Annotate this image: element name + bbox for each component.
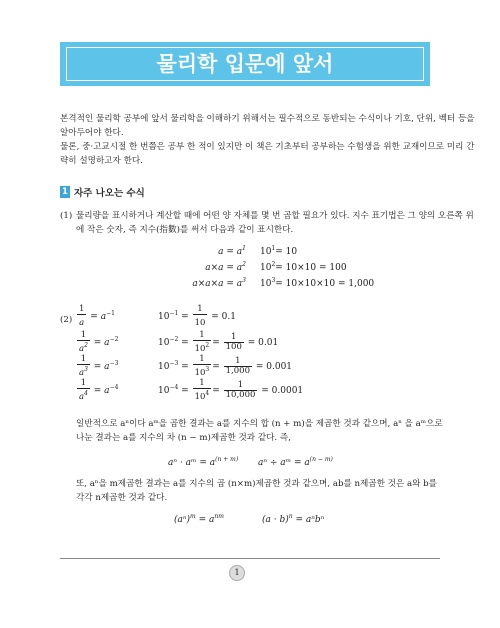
page-number: 1 [229, 565, 245, 581]
paragraph-line: 일반적으로 aⁿ이다 aᵐ을 곱한 결과는 a를 지수의 합 (n + m)을 제곱한 것과 같으며, aⁿ 을 aᵐ으로 [76, 419, 443, 429]
formula-quotient: aⁿ ÷ aᵐ = $a^{(n - m)}$ [258, 456, 333, 468]
formula-power-of-power: $(a^n)^m = a^{nm}$ [174, 513, 224, 525]
paragraph-line: 또, aⁿ을 m제곱한 결과는 a를 지수의 곱 (n×m)제곱한 것과 같으며, ab를 n제곱한 것은 a와 b를 [76, 479, 437, 489]
eq-right: $10^1= 10$ [260, 245, 298, 257]
recip-eq: $\frac{1}{a}$ = $a^{-1}$ [79, 304, 115, 328]
eq-right: $10^2= 10\times 10 = 100$ [260, 261, 347, 273]
formula-power-of-product: $(a \cdot b)^n = a^nb^n$ [262, 513, 325, 525]
item1-label: (1) [60, 211, 73, 221]
recip-eq: $\frac{1}{a^2}$ = $a^{-2}$ [79, 330, 119, 354]
recip-eq: $\frac{1}{a^3}$ = $a^{-3}$ [79, 354, 119, 378]
eq-right: $10^3= 10\times 10\times 10 = 1,000$ [260, 277, 375, 289]
recip-eq: $\frac{1}{a^4}$ = $a^{-4}$ [79, 378, 119, 402]
eq-left: $a\times a = a^2$ [205, 261, 246, 273]
power-of-ten-eq: $10^{-2}$ = $\frac{1}{10^2}$ = $\frac{1}{100}$ = 0.01 [158, 330, 279, 354]
formula-product: aⁿ · aᵐ = $a^{(n + m)}$ [168, 456, 239, 468]
intro-line: 알아두어야 한다. [60, 128, 124, 138]
section-number: 1 [60, 186, 70, 198]
section-title: 자주 나오는 수식 [74, 188, 145, 199]
item2-label: (2) [60, 315, 73, 325]
power-of-ten-eq: $10^{-4}$ = $\frac{1}{10^4}$ = $\frac{1}{10,000}$ = 0.0001 [158, 378, 304, 402]
item1-line: 물리량을 표시하거나 계산할 때에 어떤 양 자체를 몇 번 곱할 필요가 있다. 지수 표기법은 그 양의 오른쪽 위 [76, 211, 474, 221]
page-title: 물리학 입문에 앞서 [66, 47, 424, 81]
paragraph-line: 나눈 결과는 a를 지수의 차 (n − m)제곱한 것과 같다. 즉, [76, 433, 291, 443]
intro-line: 물론, 중·고교시절 한 번쯤은 공부 한 적이 있지만 이 책은 기초부터 공부하는 수험생을 위한 교재이므로 미리 간 [60, 142, 475, 152]
item1-line: 에 작은 숫자, 즉 지수(指數)를 써서 다음과 같이 표시한다. [76, 225, 294, 235]
power-of-ten-eq: $10^{-1}$ = $\frac{1}{10}$ = 0.1 [158, 304, 236, 328]
eq-left: $a\times a\times a = a^3$ [192, 277, 246, 289]
power-of-ten-eq: $10^{-3}$ = $\frac{1}{10^3}$ = $\frac{1}{1,000}$ = 0.001 [158, 354, 293, 378]
eq-left: $a = a^1$ [218, 245, 246, 257]
footer-divider [60, 558, 440, 559]
paragraph-line: 각각 n제곱한 것과 같다. [76, 493, 168, 503]
intro-line: 략히 설명하고자 한다. [60, 156, 143, 166]
intro-line: 본격적인 물리학 공부에 앞서 물리학을 이해하기 위해서는 필수적으로 동반되는 수식이나 기호, 단위, 벡터 등을 [60, 114, 475, 124]
